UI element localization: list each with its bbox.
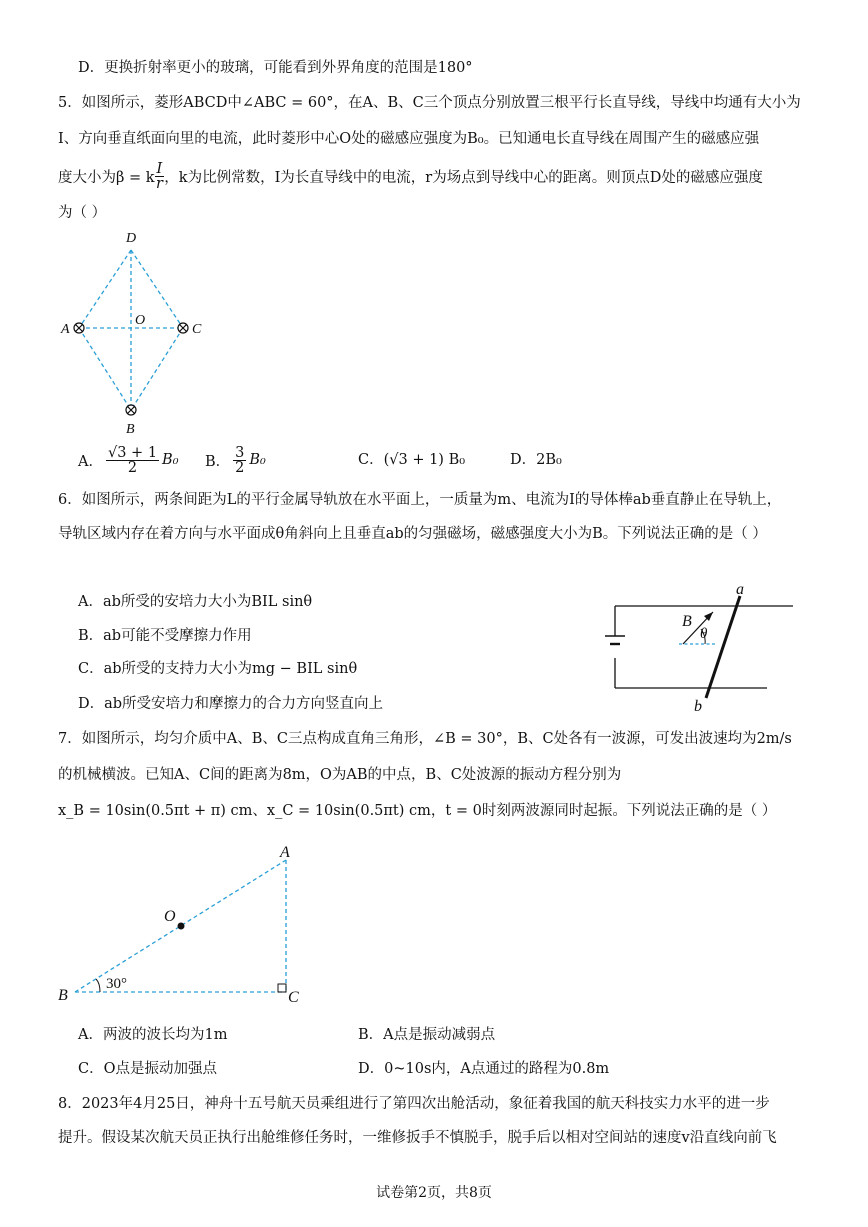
option-a-numerator: √3 + 1 (107, 444, 158, 461)
q5-option-c[interactable]: C．(√3 + 1) B₀ (358, 452, 466, 468)
angle-arc (96, 979, 100, 992)
option-a-prefix: A． (78, 453, 103, 470)
option-b-prefix: B． (205, 453, 231, 470)
q8-stem-line1: 8．2023年4月25日，神舟十五号航天员乘组进行了第四次出舱活动，象征着我国的航天科技实力水平的进一步 (58, 1096, 770, 1112)
option-a-fraction (106, 446, 159, 475)
q5-formula-pre: 度大小为β = k (58, 169, 155, 186)
label-c: C (192, 322, 202, 337)
wire-b-into-page-icon (126, 405, 136, 415)
q7-option-b[interactable]: B．A点是振动减弱点 (358, 1027, 496, 1043)
option-a-suffix: B₀ (162, 452, 179, 468)
option-a-denominator: 2 (127, 459, 138, 476)
label-d: D (126, 231, 137, 246)
q7-triangle-figure (50, 842, 310, 1012)
right-angle-mark (278, 984, 286, 992)
label-a: A (280, 844, 290, 861)
q5-option-b[interactable] (205, 440, 266, 480)
option-b-suffix: B₀ (249, 452, 266, 468)
conductor-rod-ab (706, 596, 740, 698)
q5-stem-line1: 5．如图所示，菱形ABCD中∠ABC = 60°，在A、B、C三个顶点分别放置三根平行长直导线，导线中均通有大小为 (58, 95, 801, 111)
label-b: b (694, 698, 702, 714)
q6-rail-figure (605, 582, 800, 714)
q5-option-d[interactable]: D．2B₀ (510, 452, 562, 468)
q5-stem-line3 (58, 158, 763, 194)
q6-option-b[interactable]: B．ab可能不受摩擦力作用 (78, 628, 252, 644)
point-o-marker (178, 923, 185, 930)
label-b: B (58, 987, 68, 1004)
q5-rhombus-figure (55, 228, 215, 440)
q4-option-d: D．更换折射率更小的玻璃，可能看到外界角度的范围是180° (78, 60, 473, 76)
q5-formula-post: ，k为比例常数，I为长直导线中的电流，r为场点到导线中心的距离。则顶点D处的磁感应强度 (164, 169, 763, 186)
label-c: C (288, 989, 299, 1006)
label-angle: 30° (106, 976, 127, 992)
wire-c-into-page-icon (178, 323, 188, 333)
option-b-numerator: 3 (235, 444, 245, 461)
q5-frac-denominator: r (155, 175, 163, 192)
q6-stem-line1: 6．如图所示，两条间距为L的平行金属导轨放在水平面上，一质量为m、电流为I的导体棒ab垂直静止在导轨上， (58, 492, 782, 508)
label-a: a (736, 582, 744, 598)
q5-option-a[interactable] (78, 440, 179, 480)
edge-cb (131, 328, 183, 410)
q7-stem-line2: 的机械横波。已知A、C间的距离为8m，O为AB的中点，B、C处波源的振动方程分别为 (58, 767, 622, 783)
edge-da (79, 250, 131, 328)
q5-frac-numerator: I (156, 160, 163, 177)
battery-icon (605, 636, 625, 644)
label-a: A (61, 322, 70, 337)
q7-stem-line1: 7．如图所示，均匀介质中A、B、C三点构成直角三角形，∠B = 30°，B、C处各有一波源，可发出波速均为2m/s (58, 731, 792, 747)
wire-a-into-page-icon (74, 323, 84, 333)
label-o: O (164, 908, 176, 925)
q6-option-d[interactable]: D．ab所受安培力和摩擦力的合力方向竖直向上 (78, 696, 384, 712)
q7-option-d[interactable]: D．0~10s内，A点通过的路程为0.8m (358, 1061, 610, 1077)
edge-ab (79, 328, 131, 410)
q5-stem-line2: I、方向垂直纸面向里的电流，此时菱形中心O处的磁感应强度为B₀。已知通电长直导线在周围产生的磁感应强 (58, 131, 760, 147)
q6-option-c[interactable]: C．ab所受的支持力大小为mg − BIL sinθ (78, 661, 358, 677)
label-o: O (135, 313, 146, 328)
label-field: B (682, 613, 692, 630)
q6-option-a[interactable]: A．ab所受的安培力大小为BIL sinθ (78, 594, 313, 610)
option-b-denominator: 2 (235, 459, 245, 476)
option-b-fraction (233, 446, 246, 475)
q8-stem-line2: 提升。假设某次航天员正执行出舱维修任务时，一维修扳手不慎脱手，脱手后以相对空间站的速度v沿直线向前飞 (58, 1130, 777, 1146)
q7-option-a[interactable]: A．两波的波长均为1m (78, 1027, 228, 1043)
q6-stem-line2: 导轨区域内存在着方向与水平面成θ角斜向上且垂直ab的匀强磁场，磁感强度大小为B。下列说法正确的是（ ） (58, 526, 767, 542)
q7-stem-line3: x_B = 10sin(0.5πt + π) cm、x_C = 10sin(0.5πt) cm，t = 0时刻两波源同时起振。下列说法正确的是（ ） (58, 803, 777, 819)
q5-formula-fraction (155, 162, 165, 191)
page-footer: 试卷第2页，共8页 (376, 1185, 492, 1201)
label-theta: θ (700, 626, 708, 642)
label-b: B (126, 422, 135, 437)
q5-stem-line4: 为（ ） (58, 205, 107, 221)
q7-option-c[interactable]: C．O点是振动加强点 (78, 1061, 217, 1077)
